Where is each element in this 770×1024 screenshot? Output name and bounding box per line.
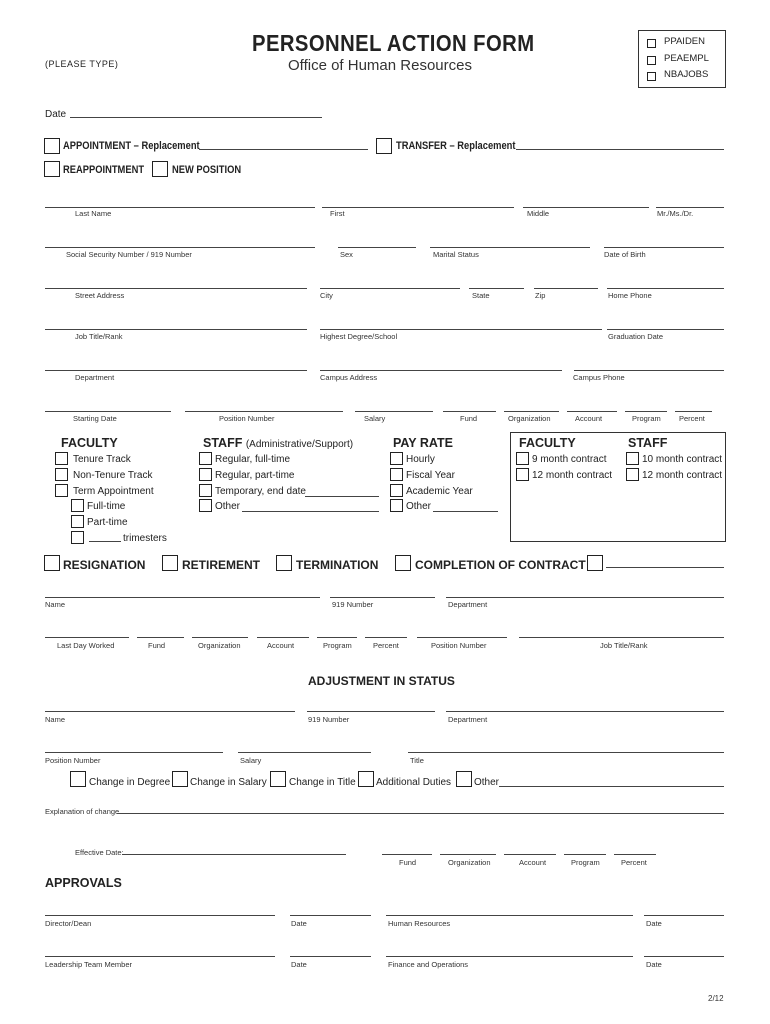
leadership-signature-field[interactable] (45, 956, 275, 957)
sep-percent-field[interactable] (365, 637, 407, 638)
adj-other-checkbox[interactable] (456, 771, 472, 787)
sep-department-label: Department (448, 600, 488, 609)
appointment-replacement-field[interactable] (199, 149, 368, 150)
pay-other-checkbox[interactable] (390, 499, 403, 512)
sep-fund-label: Fund (148, 641, 166, 650)
adj-department-field[interactable] (446, 711, 724, 712)
form-title: PERSONNEL ACTION FORM (252, 30, 535, 56)
sep-program-field[interactable] (317, 637, 357, 638)
trimesters-checkbox[interactable] (71, 531, 84, 544)
staff-heading-note: (Administrative/Support) (245, 439, 354, 450)
faculty-twelve-month-checkbox[interactable] (516, 468, 529, 481)
staff-other-label: Other (215, 501, 241, 512)
city-label: City (320, 291, 333, 300)
hourly-checkbox[interactable] (390, 452, 403, 465)
temporary-end-date-field[interactable] (305, 496, 379, 497)
temporary-label: Temporary, end date (215, 486, 306, 497)
last-day-label: Last Day Worked (57, 641, 115, 650)
termination-checkbox[interactable] (276, 555, 292, 571)
director-signature-field[interactable] (45, 915, 275, 916)
adj-salary-label: Salary (240, 756, 262, 765)
faculty-twelve-month-label: 12 month contract (532, 470, 613, 481)
middle-name-label: Middle (527, 209, 550, 218)
sep-job-title-field[interactable] (519, 637, 724, 638)
leadership-date-label: Date (291, 960, 307, 969)
salutation-label: Mr./Ms./Dr. (657, 209, 694, 218)
change-salary-checkbox[interactable] (172, 771, 188, 787)
staff-twelve-month-checkbox[interactable] (626, 468, 639, 481)
term-appointment-checkbox[interactable] (55, 484, 68, 497)
grad-date-label: Graduation Date (608, 332, 664, 341)
sep-program-label: Program (323, 641, 352, 650)
leadership-label: Leadership Team Member (45, 960, 132, 969)
full-time-checkbox[interactable] (71, 499, 84, 512)
pay-rate-heading: PAY RATE (393, 436, 453, 450)
resignation-checkbox[interactable] (44, 555, 60, 571)
sex-label: Sex (340, 250, 353, 259)
program-field[interactable] (625, 411, 667, 412)
adj-fund-field[interactable] (382, 854, 432, 855)
staff-twelve-month-label: 12 month contract (642, 470, 723, 481)
adj-other-field[interactable] (499, 786, 724, 787)
adj-account-field[interactable] (504, 854, 556, 855)
transfer-label: TRANSFER – Replacement (396, 140, 516, 152)
position-number-label: Position Number (219, 414, 275, 423)
adj-organization-label: Organization (448, 858, 491, 867)
last-name-label: Last Name (75, 209, 112, 218)
campus-phone-label: Campus Phone (573, 373, 625, 382)
change-title-checkbox[interactable] (270, 771, 286, 787)
term-appointment-label: Term Appointment (73, 486, 154, 497)
faculty-contract-heading: FACULTY (519, 436, 576, 450)
marital-status-field[interactable] (430, 247, 590, 248)
academic-year-checkbox[interactable] (390, 484, 403, 497)
regular-full-time-checkbox[interactable] (199, 452, 212, 465)
adj-organization-field[interactable] (440, 854, 496, 855)
salutation-field[interactable] (656, 207, 724, 208)
campus-address-label: Campus Address (320, 373, 378, 382)
staff-contract-heading: STAFF (628, 436, 668, 450)
account-field[interactable] (567, 411, 617, 412)
adj-title-label: Title (410, 756, 424, 765)
middle-name-field[interactable] (523, 207, 649, 208)
ten-month-checkbox[interactable] (626, 452, 639, 465)
finance-date-field[interactable] (644, 956, 724, 957)
effective-date-field[interactable] (122, 854, 346, 855)
hr-signature-field[interactable] (386, 915, 633, 916)
faculty-heading: FACULTY (61, 436, 118, 450)
sep-department-field[interactable] (446, 597, 724, 598)
grad-date-field[interactable] (607, 329, 724, 330)
nine-month-checkbox[interactable] (516, 452, 529, 465)
termination-label: TERMINATION (296, 558, 379, 572)
finance-label: Finance and Operations (388, 960, 469, 969)
staff-heading-text: STAFF (203, 436, 243, 450)
leadership-date-field[interactable] (290, 956, 371, 957)
non-tenure-track-label: Non-Tenure Track (73, 470, 153, 481)
last-name-field[interactable] (45, 207, 315, 208)
fund-field[interactable] (443, 411, 496, 412)
temporary-checkbox[interactable] (199, 484, 212, 497)
peaempl-checkbox[interactable] (647, 56, 656, 65)
trimesters-count-field[interactable] (89, 541, 121, 542)
street-label: Street Address (75, 291, 125, 300)
salary-field[interactable] (355, 411, 433, 412)
director-date-label: Date (291, 919, 307, 928)
starting-date-field[interactable] (45, 411, 171, 412)
retirement-label: RETIREMENT (182, 558, 260, 572)
adj-percent-label: Percent (621, 858, 647, 867)
adj-name-field[interactable] (45, 711, 295, 712)
sep-919-label: 919 Number (332, 600, 374, 609)
completion-checkbox[interactable] (395, 555, 411, 571)
adj-account-label: Account (519, 858, 547, 867)
marital-status-label: Marital Status (433, 250, 479, 259)
staff-other-field[interactable] (242, 511, 379, 512)
adj-department-label: Department (448, 715, 488, 724)
approvals-heading: APPROVALS (45, 876, 122, 890)
home-phone-field[interactable] (607, 288, 724, 289)
nbajobs-checkbox[interactable] (647, 72, 656, 81)
ssn-field[interactable] (45, 247, 315, 248)
explanation-field[interactable] (117, 813, 724, 814)
ppaiden-checkbox[interactable] (647, 39, 656, 48)
additional-duties-label: Additional Duties (376, 777, 452, 788)
campus-address-field[interactable] (320, 370, 562, 371)
dob-label: Date of Birth (604, 250, 646, 259)
reappointment-checkbox[interactable] (44, 161, 60, 177)
adj-title-field[interactable] (408, 752, 724, 753)
ssn-label: Social Security Number / 919 Number (66, 250, 192, 259)
sep-organization-label: Organization (198, 641, 241, 650)
street-field[interactable] (45, 288, 307, 289)
sep-account-label: Account (267, 641, 295, 650)
non-tenure-track-checkbox[interactable] (55, 468, 68, 481)
adj-fund-label: Fund (399, 858, 417, 867)
transfer-replacement-field[interactable] (516, 149, 724, 150)
appointment-label: APPOINTMENT – Replacement (63, 140, 200, 152)
staff-heading (203, 436, 353, 450)
sep-position-number-field[interactable] (417, 637, 507, 638)
city-field[interactable] (320, 288, 460, 289)
tenure-track-checkbox[interactable] (55, 452, 68, 465)
sep-fund-field[interactable] (137, 637, 184, 638)
adj-percent-field[interactable] (614, 854, 656, 855)
last-day-field[interactable] (45, 637, 129, 638)
nine-month-label: 9 month contract (532, 454, 607, 465)
fiscal-year-checkbox[interactable] (390, 468, 403, 481)
explanation-label: Explanation of change (45, 807, 120, 816)
sep-name-field[interactable] (45, 597, 320, 598)
dob-field[interactable] (604, 247, 724, 248)
starting-date-label: Starting Date (73, 414, 117, 423)
sep-percent-label: Percent (373, 641, 399, 650)
hr-date-field[interactable] (644, 915, 724, 916)
ppaiden-label: PPAIDEN (664, 36, 706, 47)
campus-phone-field[interactable] (574, 370, 724, 371)
fund-label: Fund (460, 414, 478, 423)
adj-other-label: Other (474, 777, 500, 788)
adj-919-label: 919 Number (308, 715, 350, 724)
state-label: State (472, 291, 490, 300)
ten-month-label: 10 month contract (642, 454, 723, 465)
zip-label: Zip (535, 291, 546, 300)
full-time-label: Full-time (87, 501, 126, 512)
retirement-checkbox[interactable] (162, 555, 178, 571)
percent-field[interactable] (675, 411, 712, 412)
sep-job-title-label: Job Title/Rank (600, 641, 648, 650)
adj-program-label: Program (571, 858, 600, 867)
date-field[interactable] (70, 117, 322, 118)
account-label: Account (575, 414, 603, 423)
part-time-label: Part-time (87, 517, 128, 528)
first-name-label: First (330, 209, 345, 218)
completion-label: COMPLETION OF CONTRACT (415, 558, 586, 572)
sep-name-label: Name (45, 600, 66, 609)
please-type-note: (PLEASE TYPE) (45, 59, 119, 69)
adj-salary-field[interactable] (238, 752, 371, 753)
change-salary-label: Change in Salary (190, 777, 267, 788)
form-subtitle: Office of Human Resources (288, 57, 472, 74)
appointment-checkbox[interactable] (44, 138, 60, 154)
department-label: Department (75, 373, 115, 382)
system-codes-box (638, 30, 726, 88)
sep-919-field[interactable] (330, 597, 435, 598)
salary-label: Salary (364, 414, 386, 423)
position-number-field[interactable] (185, 411, 343, 412)
hr-date-label: Date (646, 919, 662, 928)
organization-field[interactable] (504, 411, 559, 412)
effective-date-label: Effective Date: (75, 848, 124, 857)
sep-account-field[interactable] (257, 637, 309, 638)
zip-field[interactable] (534, 288, 598, 289)
adj-program-field[interactable] (564, 854, 606, 855)
change-degree-checkbox[interactable] (70, 771, 86, 787)
pay-other-label: Other (406, 501, 432, 512)
new-position-checkbox[interactable] (152, 161, 168, 177)
adj-919-field[interactable] (307, 711, 435, 712)
hourly-label: Hourly (406, 454, 435, 465)
staff-other-checkbox[interactable] (199, 499, 212, 512)
resignation-label: RESIGNATION (63, 558, 146, 572)
separation-other-field[interactable] (606, 567, 724, 568)
organization-label: Organization (508, 414, 551, 423)
adjustment-heading: ADJUSTMENT IN STATUS (308, 674, 455, 688)
trimesters-label: trimesters (123, 533, 167, 544)
regular-full-time-label: Regular, full-time (215, 454, 291, 465)
job-title-label: Job Title/Rank (75, 332, 123, 341)
version-number: 2/12 (708, 994, 724, 1003)
part-time-checkbox[interactable] (71, 515, 84, 528)
peaempl-label: PEAEMPL (664, 53, 709, 64)
finance-signature-field[interactable] (386, 956, 633, 957)
nbajobs-label: NBAJOBS (664, 69, 709, 80)
new-position-label: NEW POSITION (172, 164, 242, 176)
regular-part-time-label: Regular, part-time (215, 470, 295, 481)
tenure-track-label: Tenure Track (73, 454, 131, 465)
state-field[interactable] (469, 288, 524, 289)
director-label: Director/Dean (45, 919, 92, 928)
separation-other-checkbox[interactable] (587, 555, 603, 571)
transfer-checkbox[interactable] (376, 138, 392, 154)
change-degree-label: Change in Degree (89, 777, 171, 788)
adj-name-label: Name (45, 715, 66, 724)
academic-year-label: Academic Year (406, 486, 473, 497)
date-label: Date (45, 109, 67, 120)
finance-date-label: Date (646, 960, 662, 969)
program-label: Program (632, 414, 661, 423)
first-name-field[interactable] (322, 207, 514, 208)
sex-field[interactable] (338, 247, 416, 248)
home-phone-label: Home Phone (608, 291, 652, 300)
change-title-label: Change in Title (289, 777, 356, 788)
job-title-field[interactable] (45, 329, 307, 330)
department-field[interactable] (45, 370, 307, 371)
fiscal-year-label: Fiscal Year (406, 470, 455, 481)
sep-organization-field[interactable] (192, 637, 248, 638)
hr-label: Human Resources (388, 919, 451, 928)
sep-position-number-label: Position Number (431, 641, 487, 650)
adj-position-number-field[interactable] (45, 752, 223, 753)
reappointment-label: REAPPOINTMENT (63, 164, 145, 176)
degree-label: Highest Degree/School (320, 332, 398, 341)
regular-part-time-checkbox[interactable] (199, 468, 212, 481)
degree-field[interactable] (320, 329, 602, 330)
adj-position-number-label: Position Number (45, 756, 101, 765)
pay-other-field[interactable] (433, 511, 498, 512)
percent-label: Percent (679, 414, 705, 423)
director-date-field[interactable] (290, 915, 371, 916)
additional-duties-checkbox[interactable] (358, 771, 374, 787)
